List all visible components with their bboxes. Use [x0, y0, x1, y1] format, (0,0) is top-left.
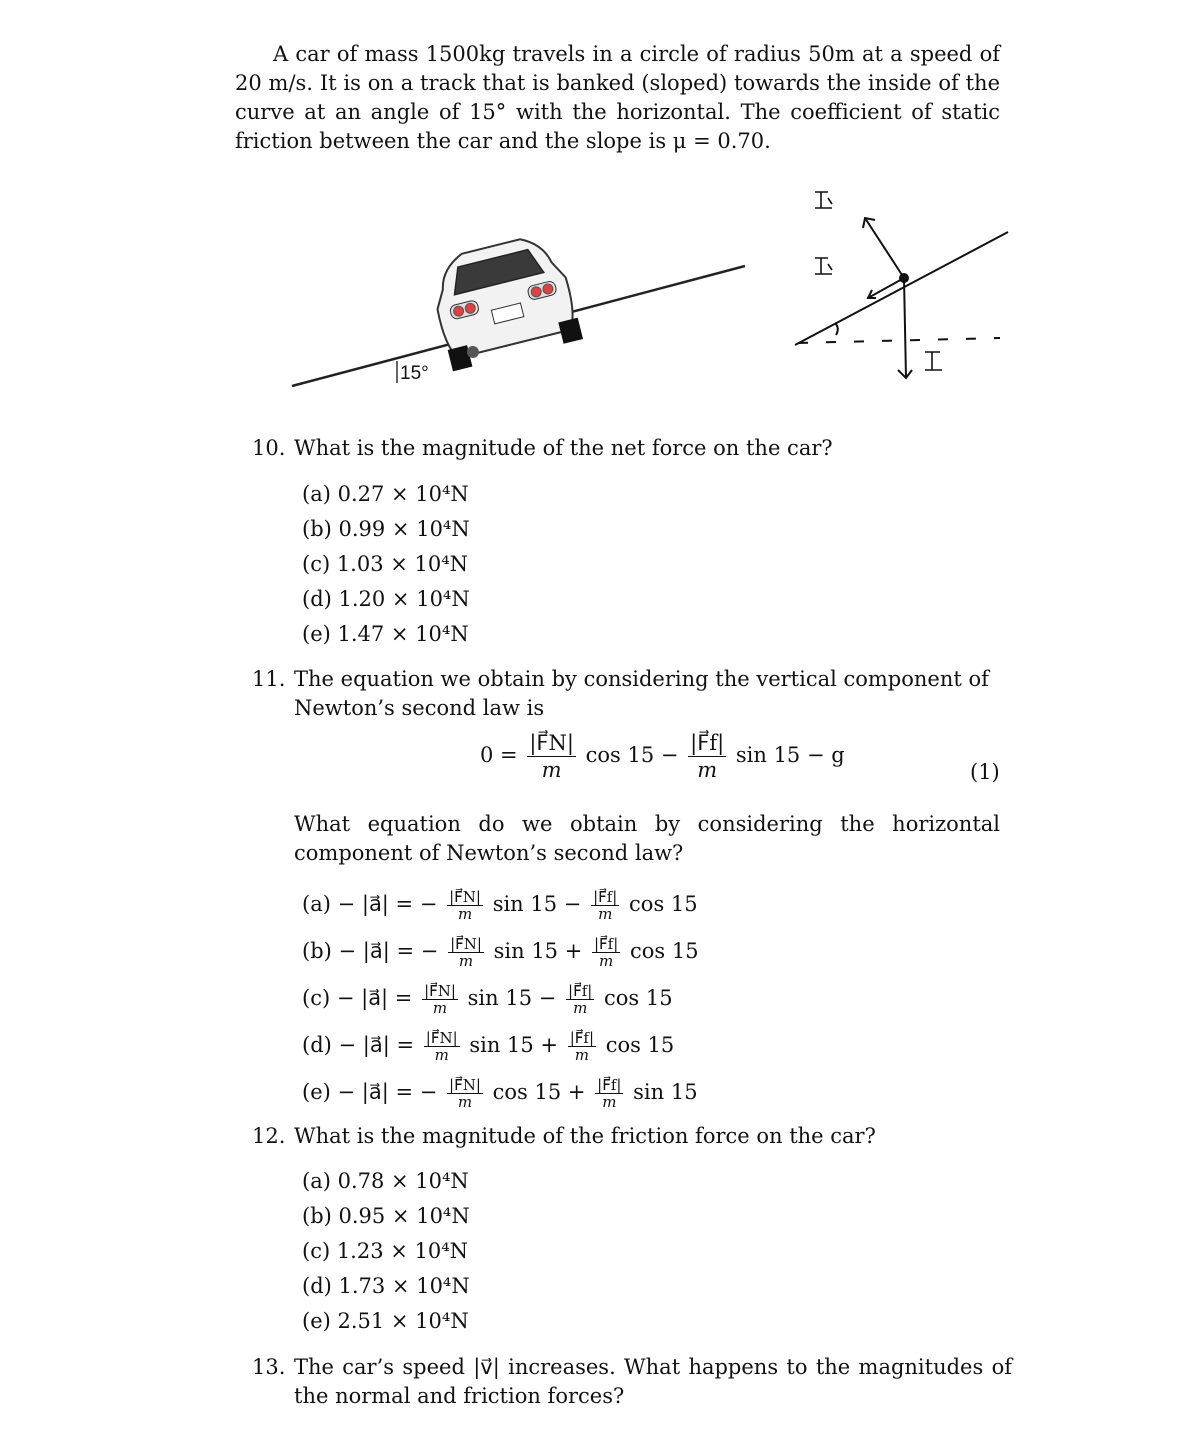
option-d[interactable]: (d) 1.20 × 10⁴N [302, 587, 470, 611]
eq-cos-term: cos 15 − [585, 743, 679, 767]
equation-lead: 0 = [480, 743, 518, 767]
question-text: What is the magnitude of the net force on the car? [294, 436, 833, 460]
option-e[interactable]: (e) 2.51 × 10⁴N [302, 1309, 469, 1333]
fbd-slope [795, 232, 1008, 345]
figure-banked-curve [280, 180, 1030, 410]
option-d[interactable]: (d) − |a⃗| = $\frac{|F⃗N|}{m}$ sin 15 + $\frac{|F⃗f|}{m}$ cos 15 [302, 1029, 675, 1064]
question-12-options [302, 1164, 470, 1339]
option-a[interactable]: (a) − |a⃗| = − $\frac{|F⃗N|}{m}$ sin 15 − $\frac{|F⃗f|}{m}$ cos 15 [302, 888, 698, 923]
gravity-force-arrow [904, 278, 906, 378]
equation-number: (1) [970, 760, 1000, 784]
question-text: The equation we obtain by considering the vertical component of Newton’s second law is [294, 667, 989, 720]
question-text: The car’s speed |v⃗| increases. What happens to the magnitudes of the normal and friction forces? [294, 1355, 1012, 1408]
option-e[interactable]: (e) 1.47 × 10⁴N [302, 622, 469, 646]
option-a[interactable]: (a) 0.27 × 10⁴N [302, 482, 469, 506]
question-number: 13. [252, 1355, 286, 1379]
option-c[interactable]: (c) − |a⃗| = $\frac{|F⃗N|}{m}$ sin 15 − $\frac{|F⃗f|}{m}$ cos 15 [302, 982, 673, 1017]
question-13 [252, 1353, 1012, 1411]
option-c[interactable]: (c) 1.03 × 10⁴N [302, 552, 469, 576]
car-illustration [426, 230, 583, 371]
question-12 [252, 1122, 1012, 1151]
question-11-followup: What equation do we obtain by considering the horizontal component of Newton’s second law? [294, 812, 1000, 865]
question-number: 12. [252, 1124, 286, 1148]
question-number: 11. [252, 667, 286, 691]
question-number: 10. [252, 436, 286, 460]
ff-over-m: $\frac{|F⃗f|}{m}$ [690, 731, 725, 782]
option-b[interactable]: (b) 0.95 × 10⁴N [302, 1204, 470, 1228]
fn-over-m: $\frac{|F⃗N|}{m}$ [529, 731, 574, 782]
question-10 [252, 434, 1012, 463]
question-11-options [302, 884, 699, 1119]
problem-statement: A car of mass 1500kg travels in a circle of radius 50m at a speed of 20 m/s. It is on a track that is banked (sloped) towards the inside of the curve at an angle of 15° with the horizontal. The coefficient of static friction between the car and the slope is μ = 0.70. [235, 42, 1000, 153]
force-diagram [795, 218, 1008, 378]
friction-force-arrow [868, 278, 904, 298]
question-text: What is the magnitude of the friction force on the car? [294, 1124, 876, 1148]
normal-force-arrow [865, 218, 904, 278]
option-b[interactable]: (b) 0.99 × 10⁴N [302, 517, 470, 541]
fbd-horizontal-dash [798, 338, 1000, 343]
option-e[interactable]: (e) − |a⃗| = − $\frac{|F⃗N|}{m}$ cos 15 + $\frac{|F⃗f|}{m}$ sin 15 [302, 1076, 698, 1111]
question-10-options [302, 477, 470, 652]
equation-1 [480, 730, 845, 783]
option-d[interactable]: (d) 1.73 × 10⁴N [302, 1274, 470, 1298]
option-b[interactable]: (b) − |a⃗| = − $\frac{|F⃗N|}{m}$ sin 15 + $\frac{|F⃗f|}{m}$ cos 15 [302, 935, 699, 970]
option-c[interactable]: (c) 1.23 × 10⁴N [302, 1239, 469, 1263]
force-labels [815, 192, 942, 370]
angle-label: 15° [400, 363, 429, 384]
eq-sin-term: sin 15 − g [735, 743, 845, 767]
option-a[interactable]: (a) 0.78 × 10⁴N [302, 1169, 469, 1193]
question-11 [252, 665, 1012, 723]
angle-arc [835, 323, 838, 335]
